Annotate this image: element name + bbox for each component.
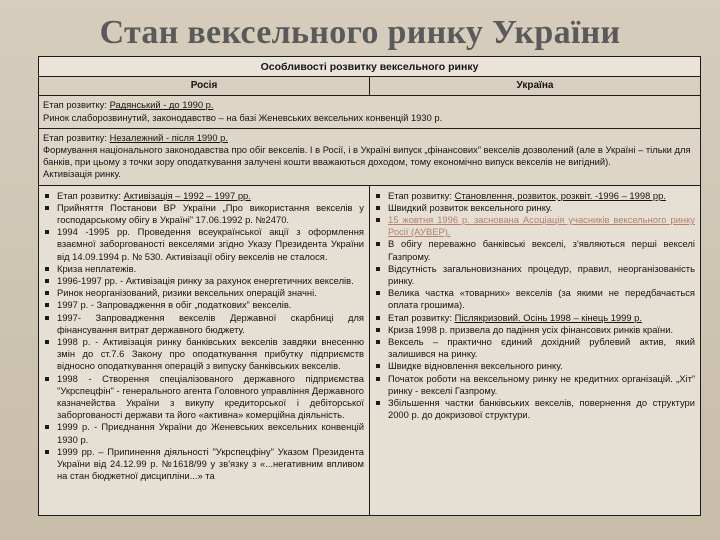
stage-row-independent xyxy=(39,129,700,186)
column-header-ukraine: Україна xyxy=(370,77,700,95)
column-headers xyxy=(39,77,700,96)
list-item: 1997- Запровадження векселів Державної скарбниці для фінансування витрат державного бюджету. xyxy=(43,312,364,336)
list-item: В обігу переважно банківські векселі, з'являються перші векселі Газпрому. xyxy=(374,238,695,262)
detail-lists xyxy=(39,186,700,515)
slide-title: Стан вексельного ринку України xyxy=(99,14,621,51)
list-item: 1998 - Створення спеціалізованого державного підприємства "Укрспецфін" - генерального агента Головного управління Державного казначейства України з викупу кредиторської і дебіторської заборгованості держави та його «активна» комерційна діяльність. xyxy=(43,373,364,422)
list-item: Криза 1998 р. призвела до падіння усіх фінансових ринків країни. xyxy=(374,324,695,336)
stage-row-soviet xyxy=(39,96,700,128)
list-item: Початок роботи на вексельному ринку не кредитних організацій. „Хіт” ринку - векселі Газпрому. xyxy=(374,373,695,397)
list-item: Збільшення частки банківських векселів, повернення до структури 2000 р. до докризової структури. xyxy=(374,397,695,421)
stage-label: Етап розвитку: xyxy=(43,131,107,143)
stage-description: Ринок слаборозвинутий, законодавство – на базі Женевських вексельних конвенцій 1930 р. xyxy=(43,111,443,123)
stage-line xyxy=(43,99,696,111)
stage-value: Післякризовий. Осінь 1998 – кінець 1999 р. xyxy=(454,311,642,323)
list-item: 1994 -1995 рр. Проведення всеукраїнської акції з оформлення взаємної заборгованості векселями згідно Указу Президента України від 14.09.1994 р. № 530. Активізації обігу векселів не сталося. xyxy=(43,226,364,263)
list-item: Криза неплатежів. xyxy=(43,263,364,275)
list-item: Швидкий розвиток вексельного ринку. xyxy=(374,202,695,214)
table-header: Особливості розвитку вексельного ринку xyxy=(39,57,700,77)
list-item xyxy=(374,190,695,202)
comparison-table xyxy=(38,56,701,516)
stage-value: Становлення, розвиток, розквіт. -1996 – 1998 рр. xyxy=(454,189,666,201)
ukraine-list-cell xyxy=(370,186,700,515)
stage-value: Радянський - до 1990 р. xyxy=(109,99,214,111)
stage-label: Етап розвитку: xyxy=(57,189,121,201)
russia-list-cell xyxy=(39,186,370,515)
list-item: Вексель – практично єдиний дохідний рублевий актив, який залишився на ринку. xyxy=(374,336,695,360)
list-item: Швидке відновлення вексельного ринку. xyxy=(374,360,695,372)
list-item: 1997 р. - Запровадження в обіг „податкових” векселів. xyxy=(43,299,364,311)
stage-value: Активізація – 1992 – 1997 рр. xyxy=(123,189,251,201)
stage-description: Формування національного законодавства про обіг векселів. І в Росії, і в Україні випуск „фінансових” векселів дозволений (але в Україні – тільки для банків, при цьому з точки зору оподаткування залучені кошти вважаються доходом, тому економічно випуск векселів не вигідний). xyxy=(43,144,691,168)
list-item xyxy=(374,312,695,324)
stage-label: Етап розвитку: xyxy=(43,99,107,111)
list-item xyxy=(43,190,364,202)
stage-label: Етап розвитку: xyxy=(388,311,452,323)
list-item: Ринок неорганізований, ризики вексельних операцій значні. xyxy=(43,287,364,299)
stage-value: Незалежний - після 1990 р. xyxy=(109,131,228,143)
stage-label: Етап розвитку: xyxy=(388,189,452,201)
list-item: 1996-1997 рр. - Активізація ринку за рахунок енергетичних векселів. xyxy=(43,275,364,287)
stage-line xyxy=(43,132,696,144)
column-header-russia: Росія xyxy=(39,77,370,95)
association-link[interactable]: 15 жовтня 1996 р. заснована Асоціація учасників вексельного ринку Росії (АУВЕР). xyxy=(374,214,695,238)
list-item: Відсутність загальновизнаних процедур, правил, неорганізованість ринку. xyxy=(374,263,695,287)
list-item: 1999 р. - Приєднання України до Женевських вексельних конвенцій 1930 р. xyxy=(43,421,364,445)
stage-summary: Активізація ринку. xyxy=(43,168,121,180)
list-item: Велика частка «товарних» векселів (за якими не передбачається оплата грошима). xyxy=(374,287,695,311)
list-item: 1998 р. - Активізація ринку банківських векселів завдяки внесенню змін до ст.7.6 Закону про оподаткування прибутку підприємств відносно оподаткування операцій з випуску банківських векселів. xyxy=(43,336,364,373)
russia-bullet-list xyxy=(39,186,369,485)
ukraine-bullet-list xyxy=(370,186,700,424)
list-item: 1999 рр. – Припинення діяльності "Укрспецфіну" Указом Президента України від 24.12.99 р. №1618/99 у зв'язку з «...негативним впливом на стан бюджетної дисципліни...» та xyxy=(43,446,364,483)
list-item: Прийняття Постанови ВР України „Про використання векселів у господарському обігу в Україні” 17.06.1992 р. №2470. xyxy=(43,202,364,226)
